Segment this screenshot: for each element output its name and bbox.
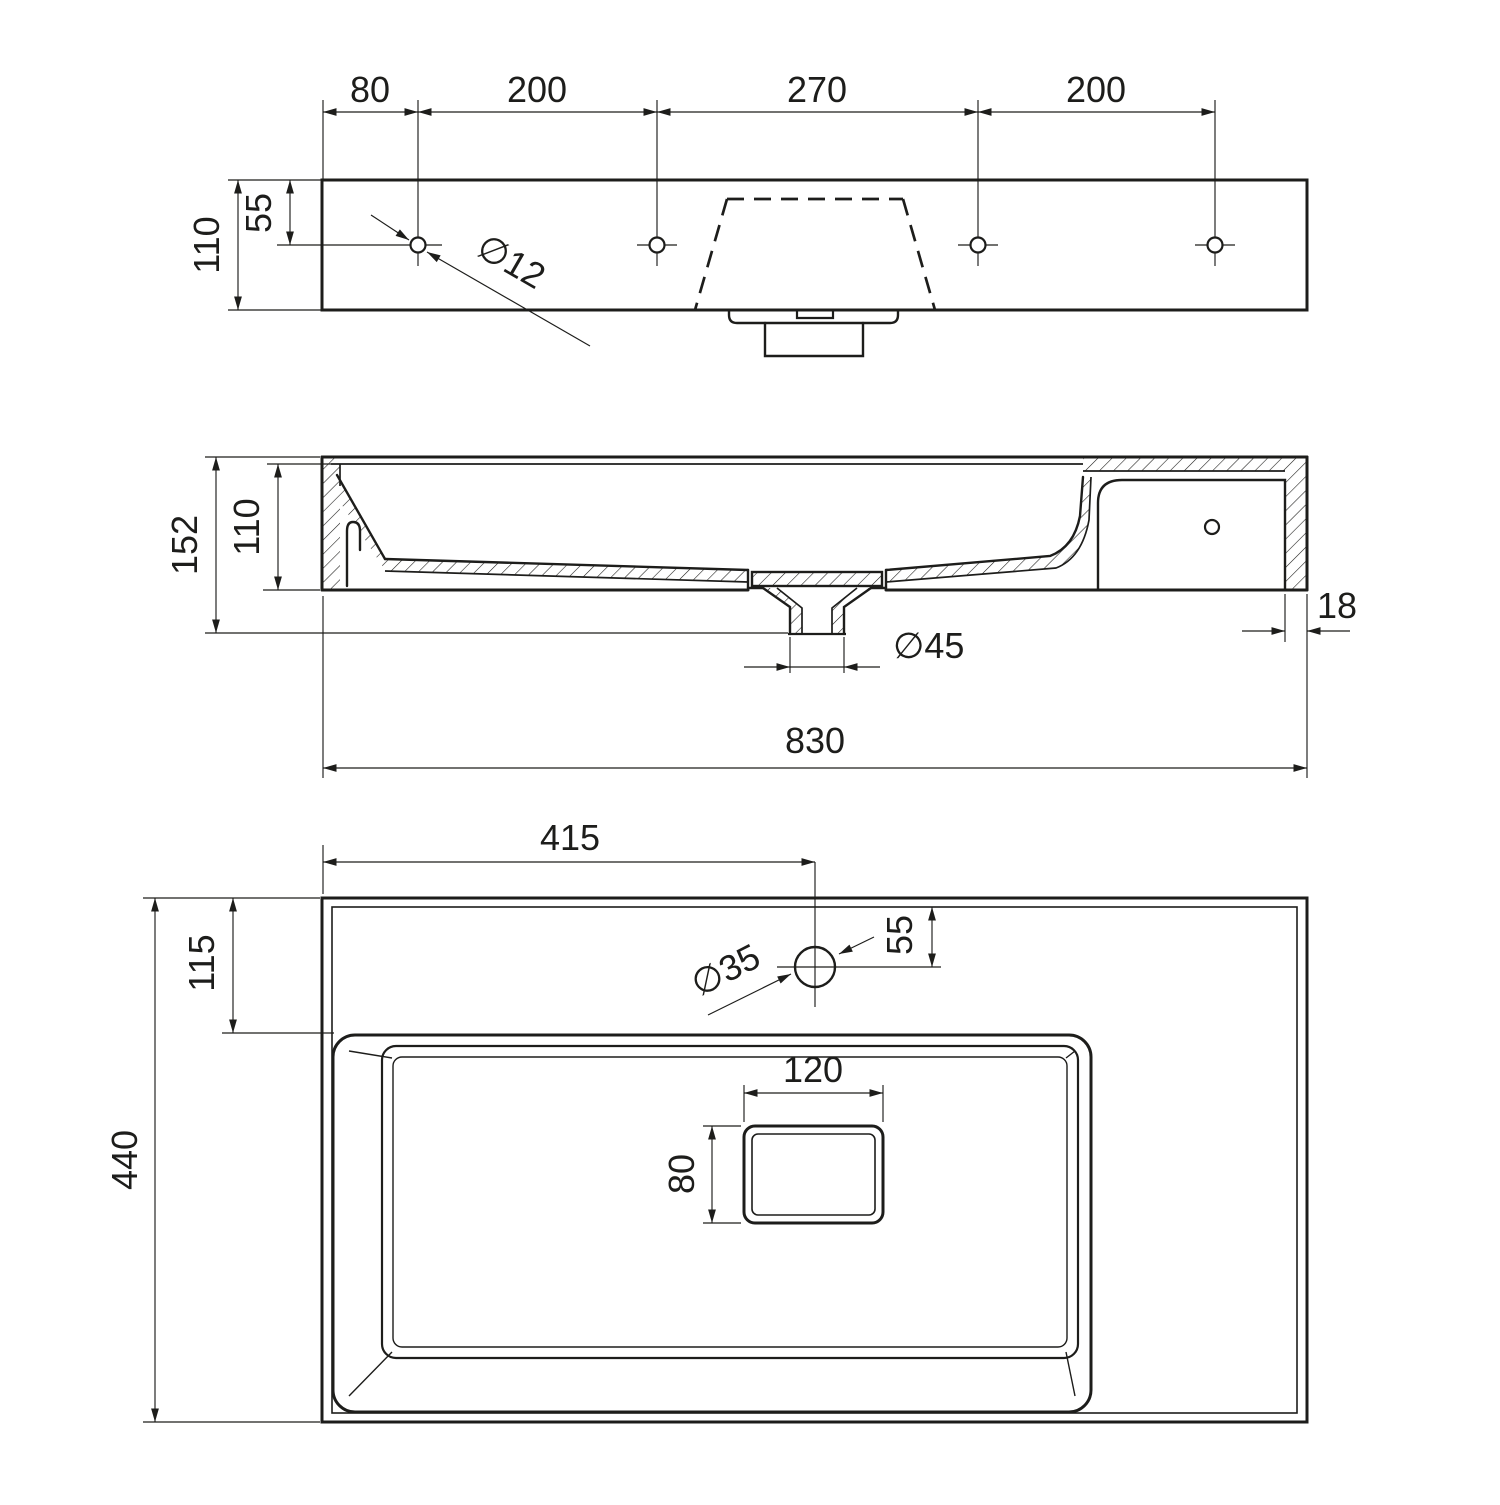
- dim-label-110-front: 110: [226, 498, 267, 556]
- dim-label-200b: 200: [1065, 69, 1127, 110]
- plan-body: [322, 862, 1307, 1422]
- drain-pipe: [765, 323, 863, 356]
- mounting-hole-4: [1208, 238, 1223, 253]
- mounting-hole-1: [411, 238, 426, 253]
- dim-label-110-top: 110: [186, 216, 227, 274]
- dim-label-200a: 200: [506, 69, 568, 110]
- dim-label-80: 80: [349, 69, 391, 110]
- right-chamber: [1098, 480, 1285, 590]
- dim-label-152: 152: [164, 514, 205, 576]
- dim-label-55-plan: 55: [879, 914, 920, 956]
- dim-label-80-plan: 80: [661, 1153, 702, 1195]
- dim-label-270: 270: [786, 69, 848, 110]
- drain-opening-outer: [744, 1126, 883, 1223]
- dim-label-415: 415: [539, 817, 601, 858]
- dim-label-drain-dia: ∅45: [893, 625, 965, 666]
- basin-floor-outer: [382, 1046, 1078, 1358]
- hidden-basin-right: [903, 199, 935, 310]
- dim-label-18: 18: [1316, 585, 1358, 626]
- drain-flange: [729, 310, 898, 323]
- dim-label-55-top: 55: [238, 192, 279, 234]
- front-section-view: [164, 457, 1357, 778]
- dim-label-440: 440: [104, 1129, 145, 1191]
- dim-label-830: 830: [784, 720, 846, 761]
- plan-view: [104, 817, 1307, 1422]
- overflow-rib: [347, 522, 360, 586]
- top-view-mounting-holes: [277, 100, 1235, 266]
- top-view-dimensions: [186, 69, 1215, 346]
- mounting-hole-3: [971, 238, 986, 253]
- dim-label-hole-dia: ∅12: [470, 225, 553, 297]
- basin-floor-inner: [393, 1057, 1067, 1347]
- drain-opening-inner: [752, 1134, 875, 1215]
- section-body: [322, 457, 1307, 634]
- dim-label-120: 120: [782, 1049, 844, 1090]
- hidden-basin-left: [695, 199, 727, 310]
- top-view-body: [322, 180, 1307, 356]
- section-hatching: [322, 457, 1307, 634]
- dim-label-115: 115: [181, 934, 222, 992]
- mounting-hole-2: [650, 238, 665, 253]
- dim-label-faucet-dia: ∅35: [684, 935, 767, 1005]
- chamber-hole: [1205, 520, 1219, 534]
- top-view: [186, 69, 1307, 356]
